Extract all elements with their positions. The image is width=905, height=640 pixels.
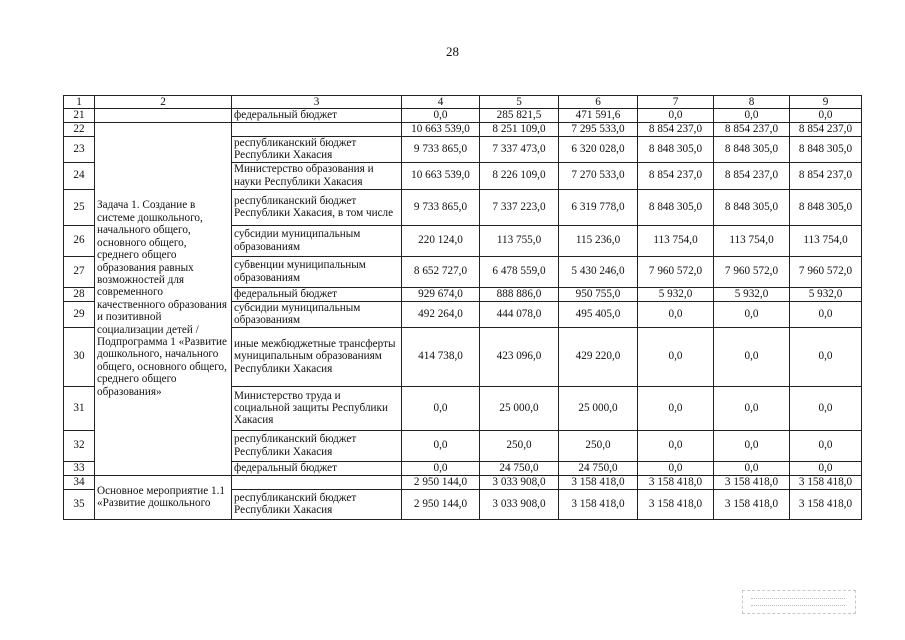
amount-cell: 6 320 028,0 bbox=[559, 136, 638, 162]
table-row bbox=[64, 109, 862, 122]
row-number: 28 bbox=[64, 287, 95, 301]
amount-cell: 0,0 bbox=[714, 461, 790, 475]
row-number: 31 bbox=[64, 386, 95, 430]
table-row bbox=[64, 122, 862, 136]
amount-cell: 444 078,0 bbox=[480, 301, 559, 327]
amount-cell: 929 674,0 bbox=[402, 287, 480, 301]
amount-cell: 0,0 bbox=[402, 386, 480, 430]
row-number: 23 bbox=[64, 136, 95, 162]
amount-cell: 495 405,0 bbox=[559, 301, 638, 327]
amount-cell: 25 000,0 bbox=[559, 386, 638, 430]
amount-cell: 888 886,0 bbox=[480, 287, 559, 301]
funding-source: республиканский бюджет Республики Хакасия bbox=[232, 489, 402, 519]
page-number: 28 bbox=[446, 44, 459, 59]
funding-source: федеральный бюджет bbox=[232, 287, 402, 301]
amount-cell: 471 591,6 bbox=[559, 109, 638, 122]
amount-cell: 3 158 418,0 bbox=[638, 489, 714, 519]
amount-cell: 6 478 559,0 bbox=[480, 256, 559, 287]
amount-cell: 3 158 418,0 bbox=[714, 475, 790, 489]
amount-cell: 7 960 572,0 bbox=[790, 256, 862, 287]
amount-cell: 0,0 bbox=[402, 109, 480, 122]
amount-cell: 8 848 305,0 bbox=[714, 136, 790, 162]
amount-cell: 0,0 bbox=[638, 109, 714, 122]
row-number: 33 bbox=[64, 461, 95, 475]
header-cell: 6 bbox=[559, 96, 638, 109]
amount-cell: 0,0 bbox=[638, 430, 714, 461]
header-cell: 9 bbox=[790, 96, 862, 109]
amount-cell: 8 226 109,0 bbox=[480, 162, 559, 189]
amount-cell: 0,0 bbox=[790, 109, 862, 122]
amount-cell: 8 848 305,0 bbox=[714, 189, 790, 225]
amount-cell: 0,0 bbox=[790, 301, 862, 327]
amount-cell: 7 337 223,0 bbox=[480, 189, 559, 225]
amount-cell: 10 663 539,0 bbox=[402, 162, 480, 189]
amount-cell: 285 821,5 bbox=[480, 109, 559, 122]
amount-cell: 113 754,0 bbox=[714, 225, 790, 256]
amount-cell: 9 733 865,0 bbox=[402, 189, 480, 225]
amount-cell: 6 319 778,0 bbox=[559, 189, 638, 225]
amount-cell: 113 754,0 bbox=[790, 225, 862, 256]
amount-cell: 8 854 237,0 bbox=[790, 162, 862, 189]
amount-cell: 250,0 bbox=[480, 430, 559, 461]
amount-cell: 0,0 bbox=[714, 109, 790, 122]
header-cell: 3 bbox=[232, 96, 402, 109]
amount-cell: 0,0 bbox=[638, 461, 714, 475]
amount-cell: 220 124,0 bbox=[402, 225, 480, 256]
row-number: 30 bbox=[64, 327, 95, 386]
amount-cell: 0,0 bbox=[638, 386, 714, 430]
amount-cell: 5 932,0 bbox=[638, 287, 714, 301]
amount-cell: 8 854 237,0 bbox=[714, 162, 790, 189]
row-number: 22 bbox=[64, 122, 95, 136]
row-number: 24 bbox=[64, 162, 95, 189]
funding-source: субсидии муниципальным образованиям bbox=[232, 301, 402, 327]
header-cell: 1 bbox=[64, 96, 95, 109]
amount-cell: 3 158 418,0 bbox=[638, 475, 714, 489]
budget-table bbox=[63, 95, 862, 520]
row-number: 27 bbox=[64, 256, 95, 287]
amount-cell: 24 750,0 bbox=[480, 461, 559, 475]
header-cell: 8 bbox=[714, 96, 790, 109]
funding-source: федеральный бюджет bbox=[232, 109, 402, 122]
amount-cell: 25 000,0 bbox=[480, 386, 559, 430]
amount-cell: 10 663 539,0 bbox=[402, 122, 480, 136]
amount-cell: 5 932,0 bbox=[790, 287, 862, 301]
description-cell bbox=[95, 109, 232, 122]
funding-source: республиканский бюджет Республики Хакасия bbox=[232, 136, 402, 162]
amount-cell: 7 270 533,0 bbox=[559, 162, 638, 189]
funding-source bbox=[232, 122, 402, 136]
row-number: 25 bbox=[64, 189, 95, 225]
amount-cell: 0,0 bbox=[714, 386, 790, 430]
stamp-mark bbox=[742, 590, 856, 614]
amount-cell: 429 220,0 bbox=[559, 327, 638, 386]
amount-cell: 24 750,0 bbox=[559, 461, 638, 475]
amount-cell: 5 430 246,0 bbox=[559, 256, 638, 287]
amount-cell: 414 738,0 bbox=[402, 327, 480, 386]
amount-cell: 2 950 144,0 bbox=[402, 475, 480, 489]
amount-cell: 3 033 908,0 bbox=[480, 489, 559, 519]
amount-cell: 8 848 305,0 bbox=[638, 189, 714, 225]
amount-cell: 950 755,0 bbox=[559, 287, 638, 301]
amount-cell: 5 932,0 bbox=[714, 287, 790, 301]
amount-cell: 492 264,0 bbox=[402, 301, 480, 327]
amount-cell: 3 158 418,0 bbox=[790, 489, 862, 519]
funding-source: иные межбюджетные трансферты муниципальным образованиям Республики Хакасия bbox=[232, 327, 402, 386]
amount-cell: 9 733 865,0 bbox=[402, 136, 480, 162]
amount-cell: 0,0 bbox=[790, 386, 862, 430]
amount-cell: 0,0 bbox=[402, 461, 480, 475]
amount-cell: 423 096,0 bbox=[480, 327, 559, 386]
amount-cell: 113 754,0 bbox=[638, 225, 714, 256]
funding-source: субсидии муниципальным образованиям bbox=[232, 225, 402, 256]
amount-cell: 8 848 305,0 bbox=[638, 136, 714, 162]
amount-cell: 3 158 418,0 bbox=[714, 489, 790, 519]
amount-cell: 0,0 bbox=[638, 301, 714, 327]
amount-cell: 0,0 bbox=[714, 430, 790, 461]
header-cell: 2 bbox=[95, 96, 232, 109]
amount-cell: 0,0 bbox=[714, 301, 790, 327]
amount-cell: 0,0 bbox=[638, 327, 714, 386]
amount-cell: 2 950 144,0 bbox=[402, 489, 480, 519]
row-number: 34 bbox=[64, 475, 95, 489]
amount-cell: 8 854 237,0 bbox=[790, 122, 862, 136]
task-description: Задача 1. Создание в системе дошкольного, начального общего, основного общего, среднего общего образования равных возможностей для современного качественного образования и позитивной социализации детей /Подпрограмма 1 «Развитие дошкольного, начального общего, основного общего, среднего общего образования» bbox=[95, 122, 232, 475]
row-number: 29 bbox=[64, 301, 95, 327]
funding-source: субвенции муниципальным образованиям bbox=[232, 256, 402, 287]
amount-cell: 0,0 bbox=[790, 327, 862, 386]
funding-source: республиканский бюджет Республики Хакасия bbox=[232, 430, 402, 461]
amount-cell: 7 960 572,0 bbox=[714, 256, 790, 287]
amount-cell: 8 848 305,0 bbox=[790, 189, 862, 225]
header-row bbox=[64, 96, 862, 109]
amount-cell: 8 251 109,0 bbox=[480, 122, 559, 136]
funding-source: федеральный бюджет bbox=[232, 461, 402, 475]
amount-cell: 3 158 418,0 bbox=[790, 475, 862, 489]
row-number: 26 bbox=[64, 225, 95, 256]
amount-cell: 8 854 237,0 bbox=[714, 122, 790, 136]
amount-cell: 3 033 908,0 bbox=[480, 475, 559, 489]
row-number: 35 bbox=[64, 489, 95, 519]
header-cell: 4 bbox=[402, 96, 480, 109]
amount-cell: 3 158 418,0 bbox=[559, 475, 638, 489]
amount-cell: 7 960 572,0 bbox=[638, 256, 714, 287]
amount-cell: 7 295 533,0 bbox=[559, 122, 638, 136]
amount-cell: 250,0 bbox=[559, 430, 638, 461]
amount-cell: 0,0 bbox=[790, 461, 862, 475]
amount-cell: 7 337 473,0 bbox=[480, 136, 559, 162]
amount-cell: 8 854 237,0 bbox=[638, 162, 714, 189]
header-cell: 5 bbox=[480, 96, 559, 109]
funding-source bbox=[232, 475, 402, 489]
header-cell: 7 bbox=[638, 96, 714, 109]
event-description: Основное мероприятие 1.1 «Развитие дошкольного bbox=[95, 475, 232, 519]
funding-source: Министерство труда и социальной защиты Республики Хакасия bbox=[232, 386, 402, 430]
amount-cell: 8 652 727,0 bbox=[402, 256, 480, 287]
amount-cell: 113 755,0 bbox=[480, 225, 559, 256]
amount-cell: 3 158 418,0 bbox=[559, 489, 638, 519]
amount-cell: 0,0 bbox=[790, 430, 862, 461]
amount-cell: 8 854 237,0 bbox=[638, 122, 714, 136]
amount-cell: 115 236,0 bbox=[559, 225, 638, 256]
amount-cell: 8 848 305,0 bbox=[790, 136, 862, 162]
row-number: 21 bbox=[64, 109, 95, 122]
table-row bbox=[64, 475, 862, 489]
row-number: 32 bbox=[64, 430, 95, 461]
amount-cell: 0,0 bbox=[714, 327, 790, 386]
amount-cell: 0,0 bbox=[402, 430, 480, 461]
funding-source: Министерство образования и науки Республики Хакасия bbox=[232, 162, 402, 189]
funding-source: республиканский бюджет Республики Хакасия, в том числе bbox=[232, 189, 402, 225]
